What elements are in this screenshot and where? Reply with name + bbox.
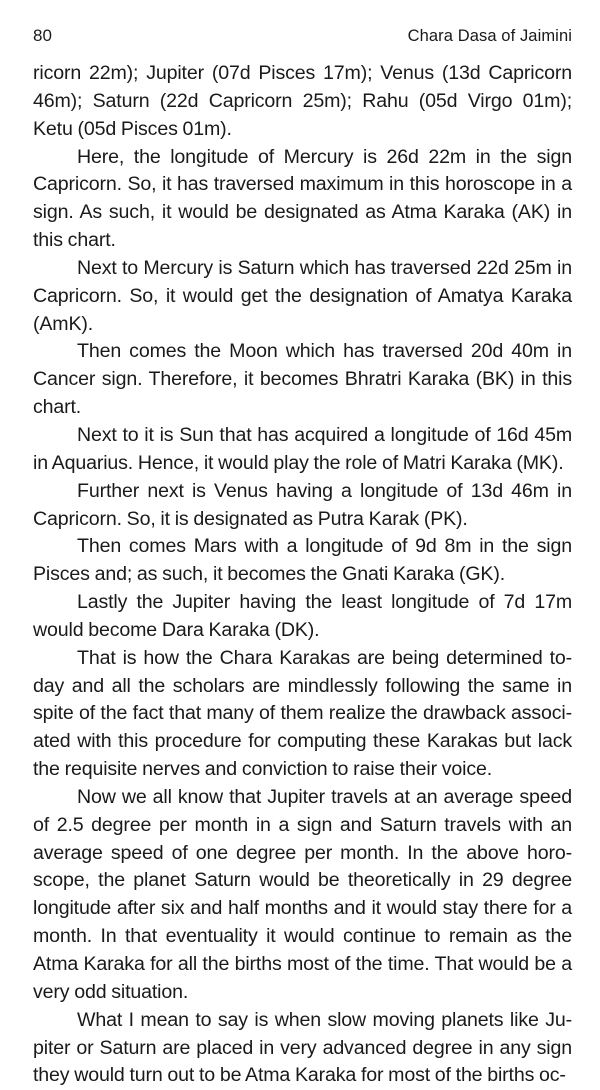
paragraph-venus-putra-karak: Further next is Venus having a longitude of 13d 46m in Capricorn. So, it is designated as Putra Karak (PK). bbox=[33, 479, 572, 530]
body-text bbox=[33, 60, 572, 1090]
paragraph-slow-moving-planets: What I mean to say is when slow moving planets like Ju-piter or Saturn are placed in very advanced degree in any sign they would turn out to be Atma Karaka for most of the births oc- bbox=[33, 1008, 572, 1087]
running-header bbox=[33, 26, 572, 52]
paragraph-moon-bhratri-karaka: Then comes the Moon which has traversed 20d 40m in Cancer sign. Therefore, it becomes Bhratri Karaka (BK) in this chart. bbox=[33, 340, 572, 419]
paragraph-mars-gnati-karaka: Then comes Mars with a longitude of 9d 8m in the sign Pisces and; as such, it becomes the Gnati Karaka (GK). bbox=[33, 535, 572, 586]
paragraph-saturn-amatya-karaka: Next to Mercury is Saturn which has traversed 22d 25m in Capricorn. So, it would get the designation of Amatya Karaka (AmK). bbox=[33, 256, 572, 335]
page-number: 80 bbox=[33, 26, 53, 45]
paragraph-chara-karakas-critique: That is how the Chara Karakas are being determined to-day and all the scholars are mindlessly following the same in spite of the fact that many of them realize the drawback associ-ated with this procedure for computing these Karakas but lack the requisite nerves and conviction to raise their voice. bbox=[33, 646, 572, 781]
paragraph-continuation: ricorn 22m); Jupiter (07d Pisces 17m); Venus (13d Capricorn 46m); Saturn (22d Capricorn 25m); Rahu (05d Virgo 01m); Ketu (05d Pisces 01m). bbox=[33, 62, 572, 140]
paragraph-jupiter-dara-karaka: Lastly the Jupiter having the least longitude of 7d 17m would become Dara Karaka (DK). bbox=[33, 591, 572, 641]
paragraph-sun-matri-karaka: Next to it is Sun that has acquired a longitude of 16d 45m in Aquarius. Hence, it would play the role of Matri Karaka (MK). bbox=[33, 423, 572, 474]
paragraph-mercury-atma-karaka: Here, the longitude of Mercury is 26d 22m in the sign Capricorn. So, it has traversed maximum in this horoscope in a sign. As such, it would be designated as Atma Karaka (AK) in this chart. bbox=[33, 145, 572, 252]
book-title: Chara Dasa of Jaimini bbox=[407, 27, 572, 45]
paragraph-planet-speeds: Now we all know that Jupiter travels at an average speed of 2.5 degree per month in a sign and Saturn travels with an average speed of one degree per month. In the above horo-scope, the planet Saturn would be theoretically in 29 degree longitude after six and half months and it would stay there for a month. In that eventuality it would continue to remain as the Atma Karaka for all the births most of the time. That would be a very odd situation. bbox=[33, 785, 572, 1003]
